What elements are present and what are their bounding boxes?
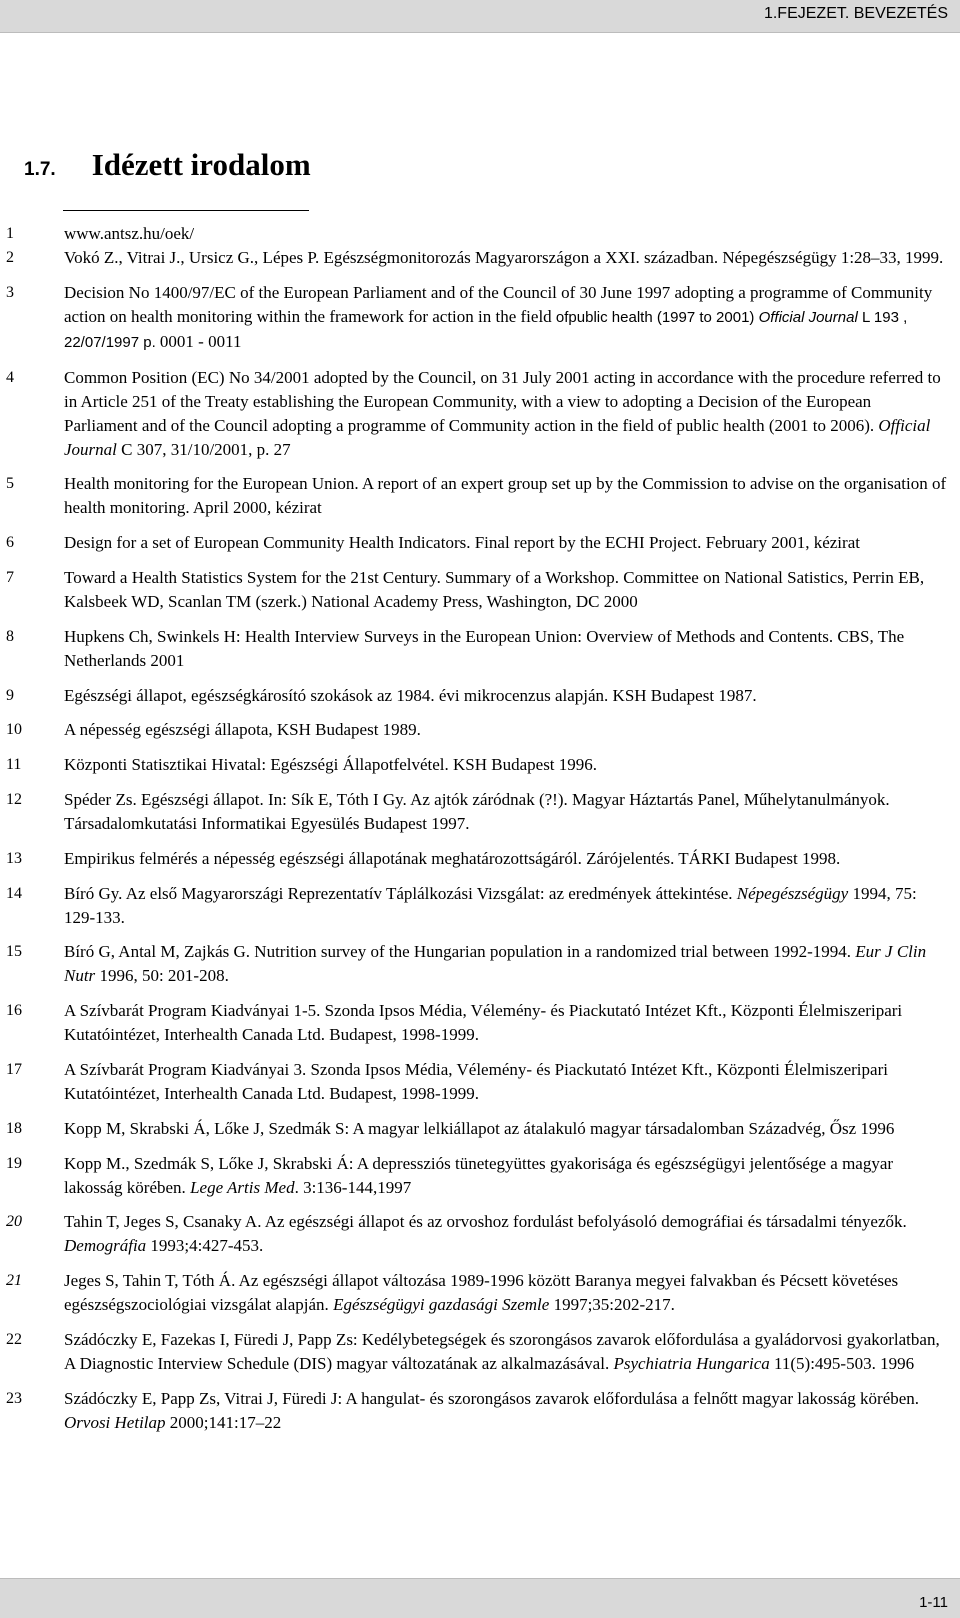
journal-title: Népegészségügy	[736, 883, 849, 903]
journal-title: Lege Artis Med	[190, 1177, 295, 1197]
reference-number: 4	[6, 368, 14, 386]
page-footer	[0, 1578, 960, 1618]
reference-item	[0, 718, 960, 742]
reference-item	[0, 281, 960, 355]
reference-item	[0, 1117, 960, 1141]
journal-title: Eur J Clin Nutr	[64, 942, 927, 986]
reference-segment: A Szívbarát Program Kiadványai 1-5. Szonda Ipsos Média, Vélemény- és Piackutató Intézet Kft., Központi Élelmiszeripari Kutatóintézet, Interhealth Canada Ltd. Budapest, 1998-1999.	[64, 1001, 903, 1045]
reference-text	[64, 1210, 948, 1258]
reference-segment: www.antsz.hu/oek/	[64, 224, 195, 243]
reference-segment: A népesség egészségi állapota, KSH Budapest 1989.	[64, 720, 421, 740]
reference-number: 11	[6, 756, 22, 774]
reference-text	[64, 718, 948, 742]
reference-segment: Bíró Gy. Az első Magyarországi Reprezentatív Táplálkozási Vizsgálat: az eredmények áttekintése.	[64, 883, 737, 903]
reference-item	[0, 1269, 960, 1317]
reference-number: 22	[6, 1330, 22, 1348]
reference-number: 6	[6, 534, 14, 552]
reference-text	[64, 1058, 948, 1106]
reference-text	[64, 1328, 948, 1376]
reference-item	[0, 1328, 960, 1376]
reference-number: 12	[6, 790, 22, 808]
reference-item	[0, 753, 960, 777]
reference-segment: Szádóczky E, Papp Zs, Vitrai J, Füredi J: A hangulat- és szorongásos zavarok előfordulása a felnőtt magyar lakosság körében.	[64, 1388, 920, 1408]
reference-text	[64, 1269, 948, 1317]
reference-item	[0, 684, 960, 708]
reference-item	[0, 847, 960, 871]
reference-item	[0, 1210, 960, 1258]
reference-number: 23	[6, 1389, 22, 1407]
reference-number: 20	[6, 1213, 22, 1231]
section-title: Idézett irodalom	[91, 147, 311, 182]
chapter-title: 1.FEJEZET. BEVEZETÉS	[763, 5, 948, 22]
reference-number: 3	[6, 283, 14, 301]
reference-segment: Hupkens Ch, Swinkels H: Health Interview Surveys in the European Union: Overview of Methods and Contents. CBS, The Netherlands 2001	[64, 626, 905, 670]
reference-segment: 2000;141:17–22	[165, 1412, 282, 1432]
journal-title: Egészségügyi gazdasági Szemle	[333, 1295, 550, 1315]
reference-segment: L 193 , 22/07/1997 p.	[64, 308, 908, 351]
reference-number: 2	[6, 249, 14, 266]
reference-item	[0, 472, 960, 520]
reference-segment: Központi Statisztikai Hivatal: Egészségi Állapotfelvétel. KSH Budapest 1996.	[64, 755, 598, 775]
journal-title: Demográfia	[64, 1236, 147, 1256]
reference-number: 8	[6, 627, 14, 645]
reference-number: 7	[6, 568, 14, 586]
reference-item	[0, 366, 960, 462]
reference-segment: Jeges S, Tahin T, Tóth Á. Az egészségi állapot változása 1989-1996 között Baranya megyei falvakban és Pécsett követéses egészségszociológiai vizsgálat alapján.	[64, 1271, 899, 1315]
reference-number: 15	[6, 943, 22, 961]
reference-text	[64, 999, 948, 1047]
reference-segment: Bíró G, Antal M, Zajkás G. Nutrition survey of the Hungarian population in a randomized trial between 1992-1994.	[64, 942, 856, 962]
reference-list	[0, 222, 960, 1446]
reference-number: 5	[6, 475, 14, 493]
reference-item	[0, 1058, 960, 1106]
reference-item	[0, 531, 960, 555]
reference-segment: Common Position (EC) No 34/2001 adopted by the Council, on 31 July 2001 acting in accordance with the procedure referred to in Article 251 of the Treaty establishing the European Community, with a view to adopting a Decision of the European Parliament and of the Council adopting a programme of Community action in the field of public health (2001 to 2006).	[64, 367, 941, 435]
reference-segment: Szádóczky E, Fazekas I, Füredi J, Papp Zs: Kedélybetegségek és szorongásos zavarok előfordulása a gyaládorvosi gyakorlatban, A Diagnostic Interview Schedule (DIS) magyar változatának az alkalmazásával.	[64, 1329, 940, 1373]
reference-number: 14	[6, 884, 22, 902]
reference-text	[64, 222, 948, 246]
reference-segment: Kopp M., Szedmák S, Lőke J, Skrabski Á: A depressziós tünetegyüttes gyakorisága és egészségügyi jelentősége a magyar lakosság körében.	[64, 1153, 894, 1197]
page-number: 1-11	[919, 1594, 948, 1611]
reference-text	[64, 1117, 948, 1141]
reference-number: 19	[6, 1154, 22, 1172]
reference-segment: Decision No 1400/97/EC of the European Parliament and of the Council of 30 June 1997 adopting a programme of Community action on health monitoring within the framework for action in the field	[64, 282, 933, 326]
reference-segment: Empirikus felmérés a népesség egészségi állapotának meghatározottságáról. Zárójelentés. TÁRKI Budapest 1998.	[64, 848, 841, 868]
journal-title: Psychiatria Hungarica	[613, 1353, 770, 1373]
reference-segment: 1994, 75: 129-133.	[64, 883, 917, 927]
reference-number: 1	[6, 225, 14, 242]
reference-number: 18	[6, 1119, 22, 1137]
reference-segment: 1996, 50: 201-208.	[95, 966, 229, 986]
reference-text	[64, 788, 948, 836]
reference-text	[64, 1152, 948, 1200]
running-header	[0, 0, 960, 33]
reference-segment: 1997;35:202-217.	[549, 1295, 675, 1315]
reference-segment: Toward a Health Statistics System for the 21st Century. Summary of a Workshop. Committee on National Satistics, Perrin EB, Kalsbeek WD, Scanlan TM (szerk.) National Academy Press, Washington, DC 2000	[64, 567, 925, 611]
heading-rule	[63, 210, 309, 211]
reference-text	[64, 366, 948, 462]
reference-text	[64, 246, 948, 270]
reference-segment: Tahin T, Jeges S, Csanaky A. Az egészségi állapot és az orvoshoz fordulást befolyásoló demográfiai és társadalmi tényezők.	[64, 1212, 907, 1232]
reference-item	[0, 882, 960, 930]
journal-title: Official Journal	[64, 415, 931, 459]
reference-segment: Design for a set of European Community Health Indicators. Final report by the ECHI Project. February 2001, kézirat	[64, 533, 860, 553]
reference-segment: ofpublic health (1997 to 2001)	[555, 308, 759, 326]
reference-item	[0, 246, 960, 270]
reference-number: 21	[6, 1272, 22, 1290]
section-number: 1.7.	[24, 159, 56, 180]
reference-item	[0, 788, 960, 836]
reference-text	[64, 1387, 948, 1435]
reference-segment: Vokó Z., Vitrai J., Ursicz G., Lépes P. Egészségmonitorozás Magyarországon a XXI. században. Népegészségügy 1:28–33, 1999.	[64, 248, 944, 267]
reference-item	[0, 999, 960, 1047]
reference-text	[64, 625, 948, 673]
reference-number: 17	[6, 1060, 22, 1078]
reference-text	[64, 531, 948, 555]
reference-item	[0, 1152, 960, 1200]
reference-segment: 0001 - 0011	[159, 331, 242, 351]
reference-text	[64, 847, 948, 871]
reference-text	[64, 753, 948, 777]
reference-text	[64, 940, 948, 988]
section-heading	[24, 147, 311, 183]
reference-segment: C 307, 31/10/2001, p. 27	[116, 439, 291, 459]
reference-segment: 1993;4:427-453.	[146, 1236, 264, 1256]
reference-segment: Kopp M, Skrabski Á, Lőke J, Szedmák S: A magyar lelkiállapot az átalakuló magyar társadalomban Századvég, Ősz 1996	[64, 1118, 895, 1138]
reference-segment: Egészségi állapot, egészségkárosító szokások az 1984. évi mikrocenzus alapján. KSH Budapest 1987.	[64, 685, 757, 705]
reference-item	[0, 940, 960, 988]
reference-number: 13	[6, 849, 22, 867]
reference-item	[0, 1387, 960, 1435]
reference-item	[0, 222, 960, 246]
reference-text	[64, 281, 948, 355]
reference-item	[0, 566, 960, 614]
journal-title: Official Journal	[758, 308, 858, 326]
journal-title: Orvosi Hetilap	[64, 1412, 166, 1432]
reference-segment: . 3:136-144,1997	[294, 1177, 412, 1197]
reference-text	[64, 882, 948, 930]
reference-text	[64, 566, 948, 614]
reference-segment: A Szívbarát Program Kiadványai 3. Szonda Ipsos Média, Vélemény- és Piackutató Intézet Kft., Központi Élelmiszeripari Kutatóintézet, Interhealth Canada Ltd. Budapest, 1998-1999.	[64, 1059, 888, 1103]
reference-segment: Spéder Zs. Egészségi állapot. In: Sík E, Tóth I Gy. Az ajtók záródnak (?!). Magyar Háztartás Panel, Műhelytanulmányok. Társadalomkutatási Informatikai Egyesülés Budapest 1997.	[64, 789, 890, 833]
reference-segment: 11(5):495-503. 1996	[769, 1353, 915, 1373]
reference-item	[0, 625, 960, 673]
reference-text	[64, 472, 948, 520]
reference-number: 9	[6, 686, 14, 704]
reference-number: 10	[6, 721, 22, 739]
reference-segment: Health monitoring for the European Union. A report of an expert group set up by the Commission to advise on the organisation of health monitoring. April 2000, kézirat	[64, 474, 947, 518]
reference-text	[64, 684, 948, 708]
reference-number: 16	[6, 1002, 22, 1020]
